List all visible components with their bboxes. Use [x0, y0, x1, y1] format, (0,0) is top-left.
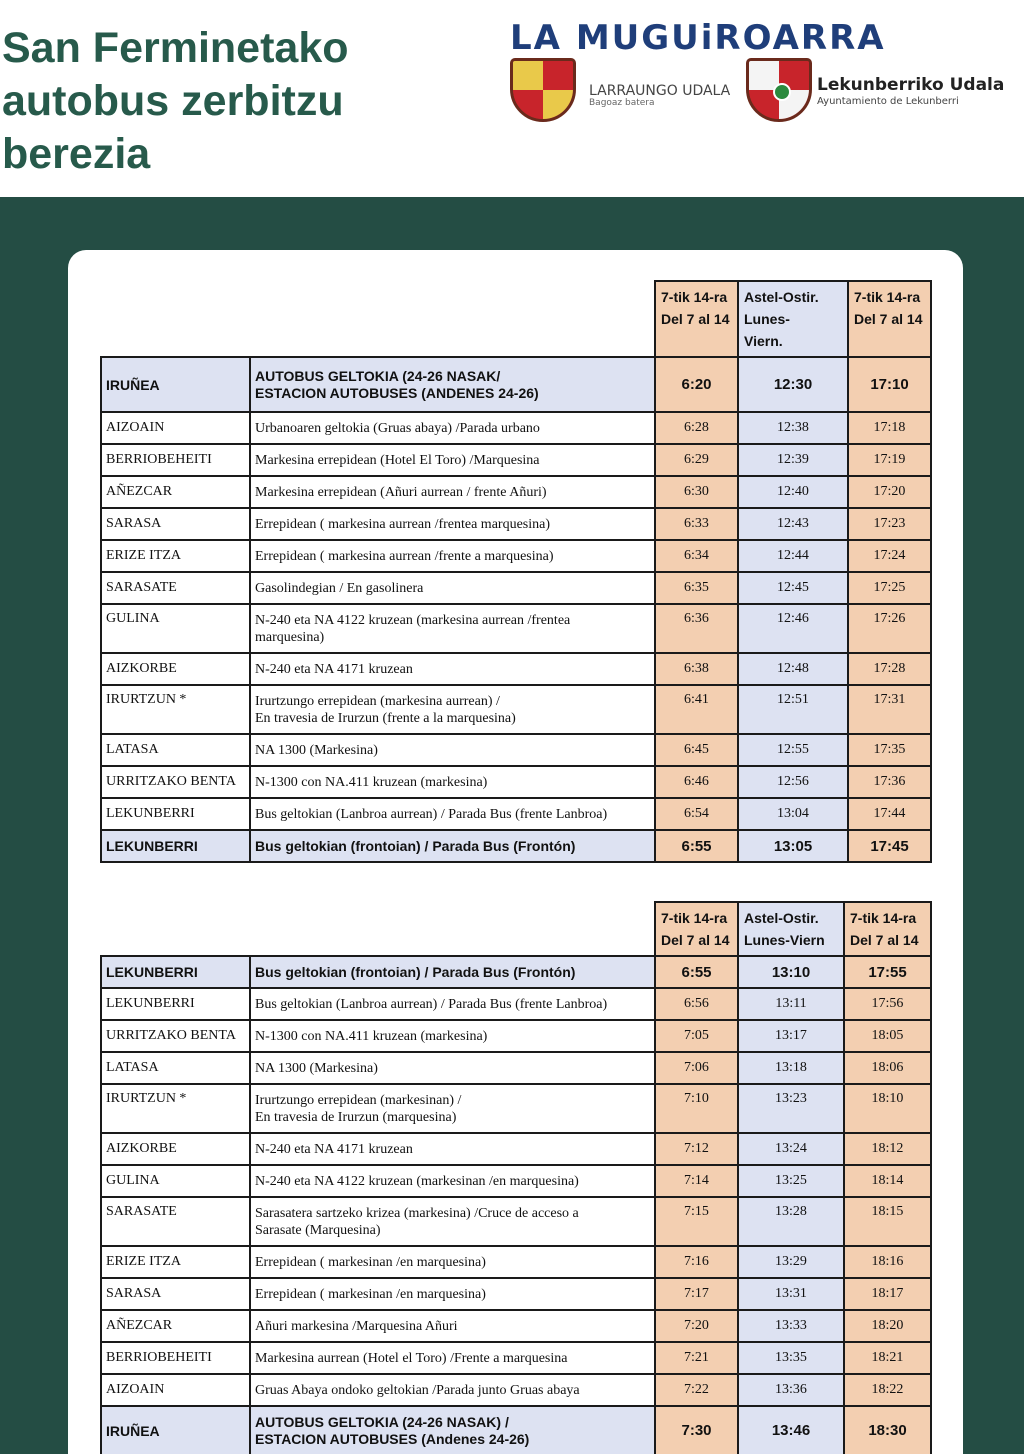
description-line: N-1300 con NA.411 kruzean (markesina): [255, 774, 488, 790]
table-row: [101, 604, 931, 653]
table-row: [101, 476, 931, 508]
departure-time: 12:44: [738, 540, 848, 572]
departure-time: 18:30: [844, 1406, 931, 1454]
stop-description: [250, 1374, 655, 1406]
stop-description: [250, 444, 655, 476]
departure-time: 6:33: [655, 508, 738, 540]
departure-time: 7:30: [655, 1406, 738, 1454]
departure-time: 18:17: [844, 1278, 931, 1310]
stop-name: ERIZE ITZA: [101, 1246, 250, 1278]
description-line: Bus geltokian (Lanbroa aurrean) / Parada Bus (frente Lanbroa): [255, 996, 608, 1012]
stop-description: [250, 412, 655, 444]
departure-time: 17:55: [844, 956, 931, 988]
description-line: AUTOBUS GELTOKIA (24-26 NASAK/: [255, 367, 501, 384]
stop-description: [250, 1052, 655, 1084]
column-header-line: Astel-Ostir.: [744, 910, 819, 926]
description-line: Errepidean ( markesinan /en marquesina): [255, 1254, 486, 1270]
departure-time: 13:18: [738, 1052, 844, 1084]
departure-time: 17:25: [848, 572, 931, 604]
departure-time: 6:41: [655, 685, 738, 734]
description-line: N-240 eta NA 4171 kruzean: [255, 661, 413, 677]
departure-time: 17:28: [848, 653, 931, 685]
table-row: [101, 653, 931, 685]
departure-time: 17:10: [848, 357, 931, 412]
departure-time: 18:12: [844, 1133, 931, 1165]
departure-time: 18:21: [844, 1342, 931, 1374]
stop-name: URRITZAKO BENTA: [101, 1020, 250, 1052]
stop-description: [250, 685, 655, 734]
stop-description: [250, 357, 655, 412]
stop-name: AIZKORBE: [101, 1133, 250, 1165]
departure-time: 18:20: [844, 1310, 931, 1342]
description-line: N-240 eta NA 4122 kruzean (markesina aurrean /frentea: [255, 612, 571, 628]
stop-name: GULINA: [101, 604, 250, 653]
table-row: [101, 1197, 931, 1246]
departure-time: 6:30: [655, 476, 738, 508]
stop-description: [250, 988, 655, 1020]
description-line: En travesia de Irurzun (frente a la marquesina): [255, 710, 516, 726]
stop-description: [250, 956, 655, 988]
column-header-line: 7-tik 14-ra: [854, 289, 921, 305]
departure-time: 17:26: [848, 604, 931, 653]
stop-description: [250, 604, 655, 653]
column-header: [844, 902, 931, 956]
table-row: [101, 956, 931, 988]
description-line: AUTOBUS GELTOKIA (24-26 NASAK) /: [255, 1413, 509, 1430]
timetable-outbound: [100, 280, 932, 863]
departure-time: 7:06: [655, 1052, 738, 1084]
table-row: [101, 685, 931, 734]
table-row: [101, 540, 931, 572]
departure-time: 7:10: [655, 1084, 738, 1133]
stop-description: [250, 508, 655, 540]
departure-time: 6:29: [655, 444, 738, 476]
departure-time: 7:16: [655, 1246, 738, 1278]
stop-name: AIZKORBE: [101, 653, 250, 685]
departure-time: 18:15: [844, 1197, 931, 1246]
departure-time: 6:34: [655, 540, 738, 572]
table-row: [101, 830, 931, 862]
stop-description: [250, 1165, 655, 1197]
table-row: [101, 766, 931, 798]
column-header-line: 7-tik 14-ra: [661, 289, 728, 305]
table-row: [101, 1052, 931, 1084]
stop-name: GULINA: [101, 1165, 250, 1197]
departure-time: 17:36: [848, 766, 931, 798]
departure-time: 13:25: [738, 1165, 844, 1197]
table-row: [101, 508, 931, 540]
table-row: [101, 1374, 931, 1406]
description-line: Markesina aurrean (Hotel el Toro) /Frente a marquesina: [255, 1350, 568, 1366]
departure-time: 6:35: [655, 572, 738, 604]
description-line: Markesina errepidean (Hotel El Toro) /Marquesina: [255, 452, 540, 468]
table-row: [101, 412, 931, 444]
title-line: autobus zerbitzu: [2, 77, 344, 125]
departure-time: 12:43: [738, 508, 848, 540]
stop-description: [250, 1278, 655, 1310]
org-larraun-name: LARRAUNGO UDALA: [589, 83, 731, 99]
stop-name: ERIZE ITZA: [101, 540, 250, 572]
page-header: [0, 0, 1024, 197]
table-row: [101, 444, 931, 476]
column-header-line: Astel-Ostir.: [744, 289, 819, 305]
departure-time: 17:44: [848, 798, 931, 830]
stop-name: SARASA: [101, 1278, 250, 1310]
description-line: Irurtzungo errepidean (markesina aurrean) /: [255, 693, 500, 709]
departure-time: 17:20: [848, 476, 931, 508]
departure-time: 12:38: [738, 412, 848, 444]
description-line: N-1300 con NA.411 kruzean (markesina): [255, 1028, 488, 1044]
departure-time: 17:23: [848, 508, 931, 540]
table-row: [101, 357, 931, 412]
departure-time: 18:16: [844, 1246, 931, 1278]
stop-name: SARASATE: [101, 572, 250, 604]
stop-name: LEKUNBERRI: [101, 830, 250, 862]
description-line: Errepidean ( markesina aurrean /frente a marquesina): [255, 548, 554, 564]
column-header-line: Del 7 al 14: [661, 932, 730, 948]
departure-time: 12:40: [738, 476, 848, 508]
departure-time: 7:22: [655, 1374, 738, 1406]
column-header-line: Del 7 al 14: [854, 311, 923, 327]
stop-description: [250, 476, 655, 508]
stop-name: AIZOAIN: [101, 412, 250, 444]
column-header: [655, 281, 738, 357]
stop-name: LATASA: [101, 734, 250, 766]
stop-description: [250, 1342, 655, 1374]
description-line: Gruas Abaya ondoko geltokian /Parada junto Gruas abaya: [255, 1382, 580, 1398]
stop-description: [250, 798, 655, 830]
description-line: N-240 eta NA 4171 kruzean: [255, 1141, 413, 1157]
stop-description: [250, 766, 655, 798]
stop-name: IRURTZUN *: [101, 1084, 250, 1133]
departure-time: 13:04: [738, 798, 848, 830]
departure-time: 13:11: [738, 988, 844, 1020]
column-header-line: Del 7 al 14: [850, 932, 919, 948]
table-row: [101, 1310, 931, 1342]
departure-time: 13:35: [738, 1342, 844, 1374]
table-row: [101, 1133, 931, 1165]
column-header-line: Lunes-Viern: [744, 932, 825, 948]
stop-name: SARASA: [101, 508, 250, 540]
description-line: Añuri markesina /Marquesina Añuri: [255, 1318, 458, 1334]
departure-time: 18:06: [844, 1052, 931, 1084]
departure-time: 17:35: [848, 734, 931, 766]
departure-time: 17:24: [848, 540, 931, 572]
stop-name: IRURTZUN *: [101, 685, 250, 734]
departure-time: 12:30: [738, 357, 848, 412]
stop-name: BERRIOBEHEITI: [101, 1342, 250, 1374]
column-header-line: Lunes-: [744, 311, 790, 327]
departure-time: 13:05: [738, 830, 848, 862]
stop-name: SARASATE: [101, 1197, 250, 1246]
departure-time: 12:55: [738, 734, 848, 766]
table-row: [101, 798, 931, 830]
departure-time: 17:18: [848, 412, 931, 444]
description-line: Errepidean ( markesina aurrean /frentea marquesina): [255, 516, 551, 532]
departure-time: 13:33: [738, 1310, 844, 1342]
stop-name: LEKUNBERRI: [101, 798, 250, 830]
stop-name: IRUÑEA: [101, 357, 250, 412]
departure-time: 18:14: [844, 1165, 931, 1197]
departure-time: 6:55: [655, 830, 738, 862]
table-row: [101, 734, 931, 766]
stop-description: [250, 540, 655, 572]
departure-time: 7:14: [655, 1165, 738, 1197]
larraun-coat-of-arms-icon: [510, 58, 576, 122]
description-line: NA 1300 (Markesina): [255, 1060, 378, 1076]
departure-time: 13:28: [738, 1197, 844, 1246]
stop-name: BERRIOBEHEITI: [101, 444, 250, 476]
departure-time: 13:36: [738, 1374, 844, 1406]
departure-time: 17:19: [848, 444, 931, 476]
stop-description: [250, 1310, 655, 1342]
title-line: berezia: [2, 130, 151, 178]
stop-description: [250, 1133, 655, 1165]
stop-description: [250, 1197, 655, 1246]
stop-name: LATASA: [101, 1052, 250, 1084]
departure-time: 13:46: [738, 1406, 844, 1454]
org-lekunberri-subtitle: Ayuntamiento de Lekunberri: [817, 96, 959, 107]
table-row: [101, 1246, 931, 1278]
stop-name: URRITZAKO BENTA: [101, 766, 250, 798]
departure-time: 6:56: [655, 988, 738, 1020]
description-line: Bus geltokian (frontoian) / Parada Bus (Frontón): [255, 837, 576, 854]
departure-time: 13:31: [738, 1278, 844, 1310]
lekunberri-coat-of-arms-icon: [746, 58, 812, 122]
departure-time: 7:20: [655, 1310, 738, 1342]
description-line: N-240 eta NA 4122 kruzean (markesinan /en marquesina): [255, 1173, 579, 1189]
departure-time: 6:46: [655, 766, 738, 798]
description-line: Markesina errepidean (Añuri aurrean / frente Añuri): [255, 484, 547, 500]
departure-time: 6:55: [655, 956, 738, 988]
description-line: NA 1300 (Markesina): [255, 742, 378, 758]
description-line: Sarasatera sartzeko krizea (markesina) /Cruce de acceso a: [255, 1205, 579, 1221]
table-row: [101, 988, 931, 1020]
description-line: Urbanoaren geltokia (Gruas abaya) /Parada urbano: [255, 420, 540, 436]
departure-time: 6:28: [655, 412, 738, 444]
departure-time: 17:45: [848, 830, 931, 862]
column-header-line: 7-tik 14-ra: [850, 910, 917, 926]
stop-name: AÑEZCAR: [101, 476, 250, 508]
column-header: [655, 902, 738, 956]
departure-time: 6:20: [655, 357, 738, 412]
table-row: [101, 1084, 931, 1133]
org-lekunberri-name: Lekunberriko Udala: [817, 75, 1005, 95]
column-header: [848, 281, 931, 357]
title-line: San Ferminetako: [2, 24, 349, 72]
stop-description: [250, 1084, 655, 1133]
column-header: [738, 281, 848, 357]
description-line: marquesina): [255, 629, 325, 645]
org-larraun-tagline: Bagoaz batera: [589, 98, 655, 108]
departure-time: 13:29: [738, 1246, 844, 1278]
departure-time: 6:54: [655, 798, 738, 830]
column-header-line: 7-tik 14-ra: [661, 910, 728, 926]
description-line: En travesia de Irurzun (marquesina): [255, 1109, 457, 1125]
departure-time: 13:10: [738, 956, 844, 988]
departure-time: 7:05: [655, 1020, 738, 1052]
stop-name: IRUÑEA: [101, 1406, 250, 1454]
departure-time: 18:10: [844, 1084, 931, 1133]
departure-time: 13:17: [738, 1020, 844, 1052]
table-row: [101, 1165, 931, 1197]
timetable-inbound: [100, 901, 932, 1454]
departure-time: 13:24: [738, 1133, 844, 1165]
description-line: Gasolindegian / En gasolinera: [255, 580, 424, 596]
departure-time: 6:36: [655, 604, 738, 653]
stop-description: [250, 830, 655, 862]
departure-time: 7:21: [655, 1342, 738, 1374]
column-header-line: Del 7 al 14: [661, 311, 730, 327]
column-header: [738, 902, 844, 956]
departure-time: 18:22: [844, 1374, 931, 1406]
departure-time: 6:45: [655, 734, 738, 766]
departure-time: 7:17: [655, 1278, 738, 1310]
departure-time: 12:48: [738, 653, 848, 685]
table-row: [101, 572, 931, 604]
description-line: Bus geltokian (Lanbroa aurrean) / Parada Bus (frente Lanbroa): [255, 806, 608, 822]
departure-time: 17:31: [848, 685, 931, 734]
table-row: [101, 1278, 931, 1310]
departure-time: 12:51: [738, 685, 848, 734]
table-row: [101, 1020, 931, 1052]
stop-description: [250, 1246, 655, 1278]
page-title: [2, 22, 422, 181]
description-line: ESTACION AUTOBUSES (Andenes 24-26): [255, 1430, 530, 1447]
stop-description: [250, 1406, 655, 1454]
description-line: Errepidean ( markesinan /en marquesina): [255, 1286, 486, 1302]
departure-time: 7:15: [655, 1197, 738, 1246]
departure-time: 17:56: [844, 988, 931, 1020]
description-line: Sarasate (Marquesina): [255, 1222, 381, 1238]
stop-description: [250, 734, 655, 766]
stop-name: LEKUNBERRI: [101, 956, 250, 988]
description-line: Irurtzungo errepidean (markesinan) /: [255, 1092, 462, 1108]
brand-logo-text: LA MUGUiROARRA: [510, 18, 886, 58]
departure-time: 18:05: [844, 1020, 931, 1052]
column-header-line: Viern.: [744, 333, 783, 349]
stop-name: AÑEZCAR: [101, 1310, 250, 1342]
stop-name: AIZOAIN: [101, 1374, 250, 1406]
stop-description: [250, 572, 655, 604]
departure-time: 12:56: [738, 766, 848, 798]
stop-description: [250, 653, 655, 685]
departure-time: 12:46: [738, 604, 848, 653]
departure-time: 13:23: [738, 1084, 844, 1133]
description-line: ESTACION AUTOBUSES (ANDENES 24-26): [255, 384, 539, 401]
table-row: [101, 1342, 931, 1374]
departure-time: 6:38: [655, 653, 738, 685]
departure-time: 12:45: [738, 572, 848, 604]
departure-time: 12:39: [738, 444, 848, 476]
table-row: [101, 1406, 931, 1454]
stop-name: LEKUNBERRI: [101, 988, 250, 1020]
description-line: Bus geltokian (frontoian) / Parada Bus (Frontón): [255, 963, 576, 980]
stop-description: [250, 1020, 655, 1052]
departure-time: 7:12: [655, 1133, 738, 1165]
